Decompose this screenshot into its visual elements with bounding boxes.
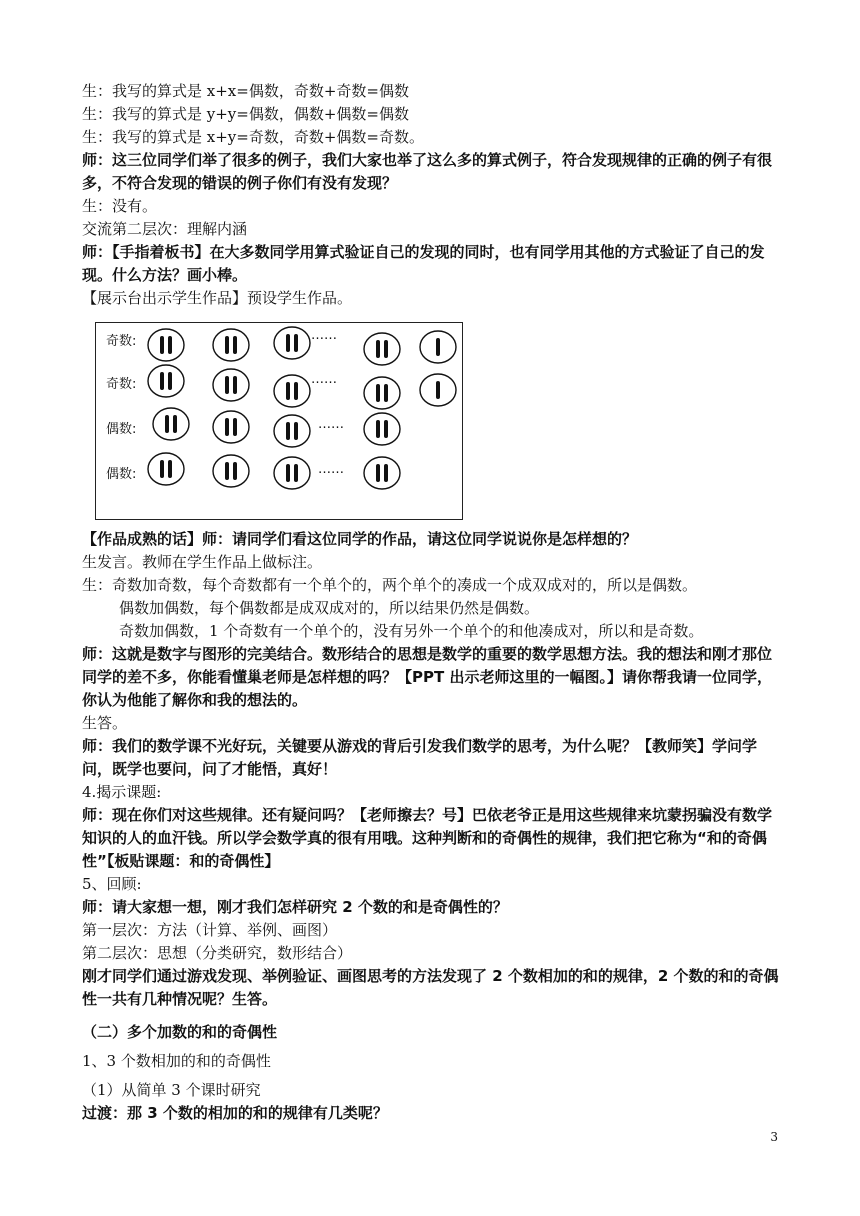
circle-pair [213, 329, 249, 361]
teacher-paragraph-4: 师：我们的数学课不光好玩，关键要从游戏的背后引发我们数学的思考，为什么呢？【教师笑】学问学问，既学也要问，问了才能悟，真好！ [82, 737, 758, 778]
summary-paragraph: 刚才同学们通过游戏发现、举例验证、画图思考的方法发现了 2 个数相加的和的规律，2 个数的和的奇偶性一共有几种情况呢？生答。 [82, 967, 779, 1008]
row-label-1: 奇数: [106, 334, 137, 349]
row-label-4: 偶数: [106, 467, 137, 482]
display-note: 【展示台出示学生作品】预设学生作品。 [82, 289, 353, 307]
student-answer-none: 生：没有。 [82, 197, 158, 215]
student-answers: 生答。 [82, 714, 128, 732]
circle-pair [364, 377, 400, 409]
circle-pair [213, 411, 249, 443]
student-line-1: 生：我写的算式是 x+x=偶数，奇数+奇数=偶数 [82, 82, 409, 100]
student-line-3: 生：我写的算式是 x+y=奇数，奇数+偶数=奇数。 [82, 128, 424, 146]
section-level-2: 交流第二层次：理解内涵 [82, 220, 248, 238]
circle-pair [148, 329, 184, 361]
circle-pair [274, 327, 310, 359]
circle-pair [148, 453, 184, 485]
ellipsis-3: …… [318, 417, 344, 432]
circle-pair [364, 457, 400, 489]
review-level-2: 第二层次：思想（分类研究，数形结合） [82, 944, 353, 962]
teacher-paragraph-5: 师：现在你们对这些规律。还有疑问吗？【老师擦去？号】巴依老爷正是用这些规律来坑蒙拐骗没有数学知识的人的血汗钱。所以学会数学真的很有用哦。这种判断和的奇偶性的规律，我们把它称为“和的奇偶性”【板贴课题：和的奇偶性】 [82, 806, 773, 870]
subsection-heading-1-1: （1）从简单 3 个课时研究 [82, 1081, 261, 1099]
circle-pair [274, 457, 310, 489]
teacher-prompt: 【作品成熟的话】师：请同学们看这位同学的作品，请这位同学说说你是怎样想的？ [82, 530, 638, 548]
student-explain-3: 奇数加偶数，1 个奇数有一个单个的，没有另外一个单个的和他凑成对，所以和是奇数。 [119, 622, 704, 640]
section-review: 5、回顾: [82, 875, 142, 893]
row-label-3: 偶数: [106, 422, 137, 437]
circle-pair [213, 369, 249, 401]
section-heading-2: （二）多个加数的和的奇偶性 [82, 1023, 278, 1041]
transition-line: 过渡：那 3 个数的相加的和的规律有几类呢？ [82, 1104, 388, 1122]
circle-pair [148, 365, 184, 397]
student-speaks: 生发言。教师在学生作品上做标注。 [82, 553, 323, 571]
parity-stick-diagram [96, 323, 464, 521]
teacher-review-question: 师：请大家想一想，刚才我们怎样研究 2 个数的和是奇偶性的？ [82, 898, 508, 916]
circle-pair [364, 413, 400, 445]
ellipsis-2: …… [311, 372, 337, 387]
student-work-figure [95, 322, 463, 520]
student-line-2: 生：我写的算式是 y+y=偶数，偶数+偶数=偶数 [82, 105, 409, 123]
teacher-paragraph-2: 师：【手指着板书】在大多数同学用算式验证自己的发现的同时，也有同学用其他的方式验证了自己的发现。什么方法？画小棒。 [82, 243, 765, 284]
ellipsis-4: …… [318, 462, 344, 477]
subsection-heading-1: 1、3 个数相加的和的奇偶性 [82, 1052, 271, 1070]
circle-pair [364, 333, 400, 365]
student-explain-1: 生：奇数加奇数，每个奇数都有一个单个的，两个单个的凑成一个成双成对的，所以是偶数。 [82, 576, 698, 594]
circle-pair [274, 375, 310, 407]
row-label-2: 奇数: [106, 377, 137, 392]
ellipsis-1: …… [311, 328, 337, 343]
circle-pair [153, 408, 189, 440]
student-explain-2: 偶数加偶数，每个偶数都是成双成对的，所以结果仍然是偶数。 [119, 599, 540, 617]
teacher-paragraph-3: 师：这就是数字与图形的完美结合。数形结合的思想是数学的重要的数学思想方法。我的想法和刚才那位同学的差不多，你能看懂巢老师是怎样想的吗？【PPT 出示老师这里的一幅图。】请你帮我请一位同学，你认为他能了解你和我的想法的。 [82, 645, 773, 709]
circle-pair [213, 455, 249, 487]
teacher-paragraph-1: 师：这三位同学们举了很多的例子，我们大家也举了这么多的算式例子，符合发现规律的正确的例子有很多，不符合发现的错误的例子你们有没有发现？ [82, 151, 773, 192]
circle-pair [274, 415, 310, 447]
review-level-1: 第一层次：方法（计算、举例、画图） [82, 921, 338, 939]
section-reveal-topic: 4.揭示课题: [82, 783, 162, 801]
page-content [82, 80, 782, 1125]
page-number: 3 [770, 1130, 778, 1144]
